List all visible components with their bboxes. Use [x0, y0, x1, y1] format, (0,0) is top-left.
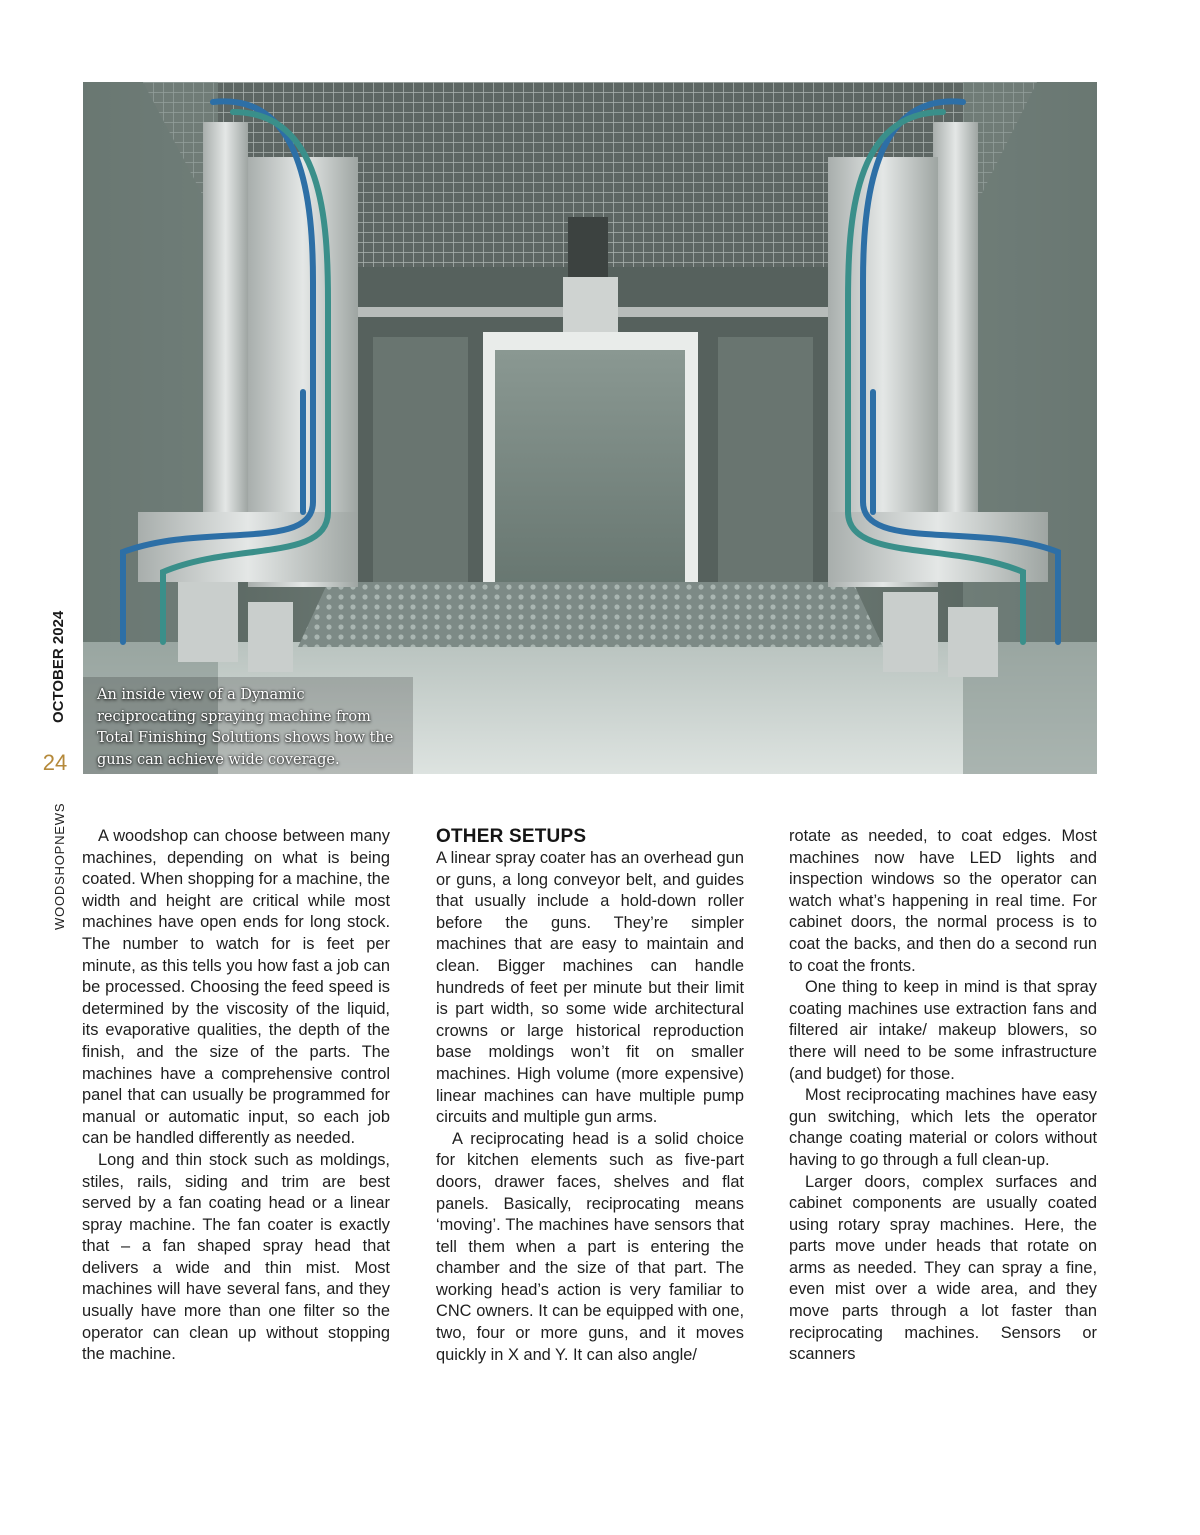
paragraph: Most reciprocating machines have easy gun switching, which lets the operator change coating material or colors without having to go through a full clean-up.: [789, 1086, 1097, 1169]
publication-name: WOODSHOPNEWS: [52, 802, 67, 930]
article-column-3: [789, 826, 1097, 1366]
paragraph: A reciprocating head is a solid choice for kitchen elements such as five-part doors, drawer faces, shelves and flat panels. Basically, reciprocating means ‘moving’. The machines have sensors that tell them when a part is entering the chamber and the size of that part. The working head’s action is very familiar to CNC owners. It can be equipped with one, two, four or more guns, and it moves quickly in X and Y. It can also angle/: [436, 1129, 744, 1364]
paragraph: One thing to keep in mind is that spray coating machines use extraction fans and filtered air intake/ makeup blowers, so there will need to be some infrastructure (and budget) for those.: [789, 978, 1097, 1083]
article-column-2: [436, 826, 744, 1366]
paragraph: rotate as needed, to coat edges. Most machines now have LED lights and inspection windows so the operator can watch what’s happening in real time. For cabinet doors, the normal process is to coat the backs, and then do a second run to coat the fronts.: [789, 827, 1097, 975]
photo-caption: An inside view of a Dynamic reciprocating spraying machine from Total Finishing Solutions shows how the guns can achieve wide coverage.: [97, 687, 394, 768]
spray-machine-illustration: [83, 82, 1097, 774]
paragraph: A woodshop can choose between many machines, depending on what is being coated. When shopping for a machine, the width and height are critical while most machines have open ends for long stock. The number to watch for is feet per minute, as this tells you how fast a job can be processed. Choosing the feed speed is determined by the viscosity of the liquid, its evaporative qualities, the depth of the finish, and the size of the parts. The machines have a comprehensive control panel that can usually be programmed for manual or automatic input, so each job can be handled differently as needed.: [82, 827, 390, 1148]
paragraph: A linear spray coater has an overhead gun or guns, a long conveyor belt, and guides that usually include a hold-down roller before the guns. They’re simpler machines that are easy to maintain and clean. Bigger machines can handle hundreds of feet per minute but their limit is part width, so some wide architectural crowns or large historical reproduction base moldings won’t fit on smaller machines. High volume (more expensive) linear machines can have multiple pump circuits and multiple gun arms.: [436, 849, 744, 1127]
article-column-1: [82, 826, 390, 1366]
section-heading: OTHER SETUPS: [436, 826, 587, 847]
paragraph: Larger doors, complex surfaces and cabinet components are usually coated using rotary spray machines. Here, the parts move under heads that rotate on arms as needed. They can spray a fine, even mist over a wide area, and they move parts through a lot faster than reciprocating machines. Sensors or scanners: [789, 1172, 1097, 1364]
page-number: 24: [42, 750, 68, 775]
paragraph: Long and thin stock such as moldings, stiles, rails, siding and trim are best served by a fan coating head or a linear spray machine. The fan coater is exactly that – a fan shaped spray head that delivers a wide and thin mist. Most machines will have several fans, and they usually have more than one filter so the operator can clean up without stopping the machine.: [82, 1150, 390, 1364]
article-photo: [83, 82, 1097, 774]
issue-date: OCTOBER 2024: [50, 610, 67, 724]
